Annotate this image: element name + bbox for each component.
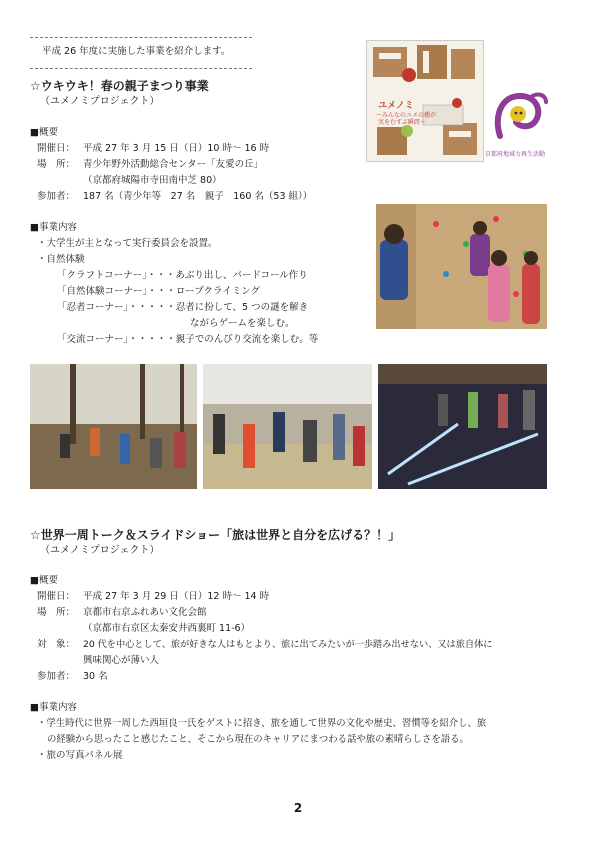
event1-corner: 「自然体験コーナー」・・・ロープクライミング — [57, 286, 261, 297]
event2-title: ☆世界一周トーク＆スライドショー「旅は世界と自分を広げる？！」 — [30, 528, 401, 542]
kyoto-community-logo-icon — [492, 88, 550, 146]
event2-target-value-cont: 興味関心が薄い人 — [83, 655, 160, 666]
event2-place-value: 京都市右京ふれあい文化会館 — [83, 607, 207, 618]
event1-corner-continued: ながらゲームを楽しむ。 — [190, 318, 295, 329]
event2-place-address: （京都市右京区太秦安井西裏町 11-6） — [83, 623, 251, 634]
event2-date-value: 平成 27 年 3 月 29 日（日）12 時～ 14 時 — [83, 591, 270, 602]
climbing-photo — [376, 204, 547, 329]
intro-text: 平成 26 年度に実施した事業を紹介します。 — [42, 46, 231, 57]
event1-corner: 「忍者コーナー」・・・・・忍者に扮して、5 つの謎を解き — [57, 302, 309, 313]
event1-title: ☆ウキウキ！春の親子まつり事業 — [30, 79, 209, 93]
event2-target-value: 20 代を中心として、旅が好きな人はもとより、旅に出てみたいが一歩踏み出せない、又は旅自体に — [83, 639, 493, 650]
poster-title: ユメノミ — [378, 101, 414, 111]
event2-overview-heading: ■概要 — [30, 575, 58, 586]
dark-room-photo — [378, 364, 547, 489]
org-logo-caption: 京都府地域力再生活動 — [485, 151, 546, 158]
event1-participants-label: 参加者： — [37, 191, 76, 202]
event2-description: ・学生時代に世界一周した西垣良一氏をゲストに招き、旅を通して世界の文化や歴史、習慣等を紹介し、旅 — [37, 718, 487, 729]
event2-description-cont: の経験から思ったこと感じたこと、そこから現在のキャリアにまつわる話や旅の素晴らしさを語る。 — [47, 734, 469, 745]
intro-dashed-rule — [30, 68, 252, 69]
event1-project: （ユメノミプロジェクト） — [40, 96, 160, 107]
event2-photo-panel: ・旅の写真パネル展 — [37, 750, 123, 761]
event1-place-label: 場 所： — [37, 159, 76, 170]
poster-subtitle: ～みんなのユメの種が — [376, 112, 437, 119]
indoor-group-photo — [203, 364, 372, 489]
event2-place-label: 場 所： — [37, 607, 76, 618]
event2-date-label: 開催日： — [37, 591, 76, 602]
event1-date-label: 開催日： — [37, 143, 76, 154]
event2-content-heading: ■事業内容 — [30, 702, 77, 713]
event1-place-address: （京都府城陽市寺田南中芝 80） — [83, 175, 222, 186]
event1-participants-value: 187 名（青少年等 27 名 親子 160 名（53 組）） — [83, 191, 313, 202]
event1-corner: 「交流コーナー」・・・・・親子でのんびり交流を楽しむ。等 — [57, 334, 319, 345]
event1-content-heading: ■事業内容 — [30, 222, 77, 233]
event1-bullet: ・大学生が主となって実行委員会を設置。 — [37, 238, 218, 249]
event1-corner: 「クラフトコーナー」・・・あぶり出し、バードコール作り — [57, 270, 308, 281]
poster-subtitle: 実をむすぶ瞬間～ — [378, 119, 426, 126]
event2-target-label: 対 象： — [37, 639, 76, 650]
top-dashed-rule — [30, 37, 252, 38]
event1-overview-heading: ■概要 — [30, 127, 58, 138]
outdoor-activity-photo — [30, 364, 197, 489]
event1-bullet: ・自然体験 — [37, 254, 85, 265]
page-number: 2 — [293, 801, 303, 815]
event1-date-value: 平成 27 年 3 月 15 日（日）10 時～ 16 時 — [83, 143, 270, 154]
event2-participants-label: 参加者： — [37, 671, 76, 682]
event2-participants-value: 30 名 — [83, 671, 108, 682]
event2-project: （ユメノミプロジェクト） — [40, 545, 160, 556]
event1-place-value: 青少年野外活動総合センター「友愛の丘」 — [83, 159, 264, 170]
